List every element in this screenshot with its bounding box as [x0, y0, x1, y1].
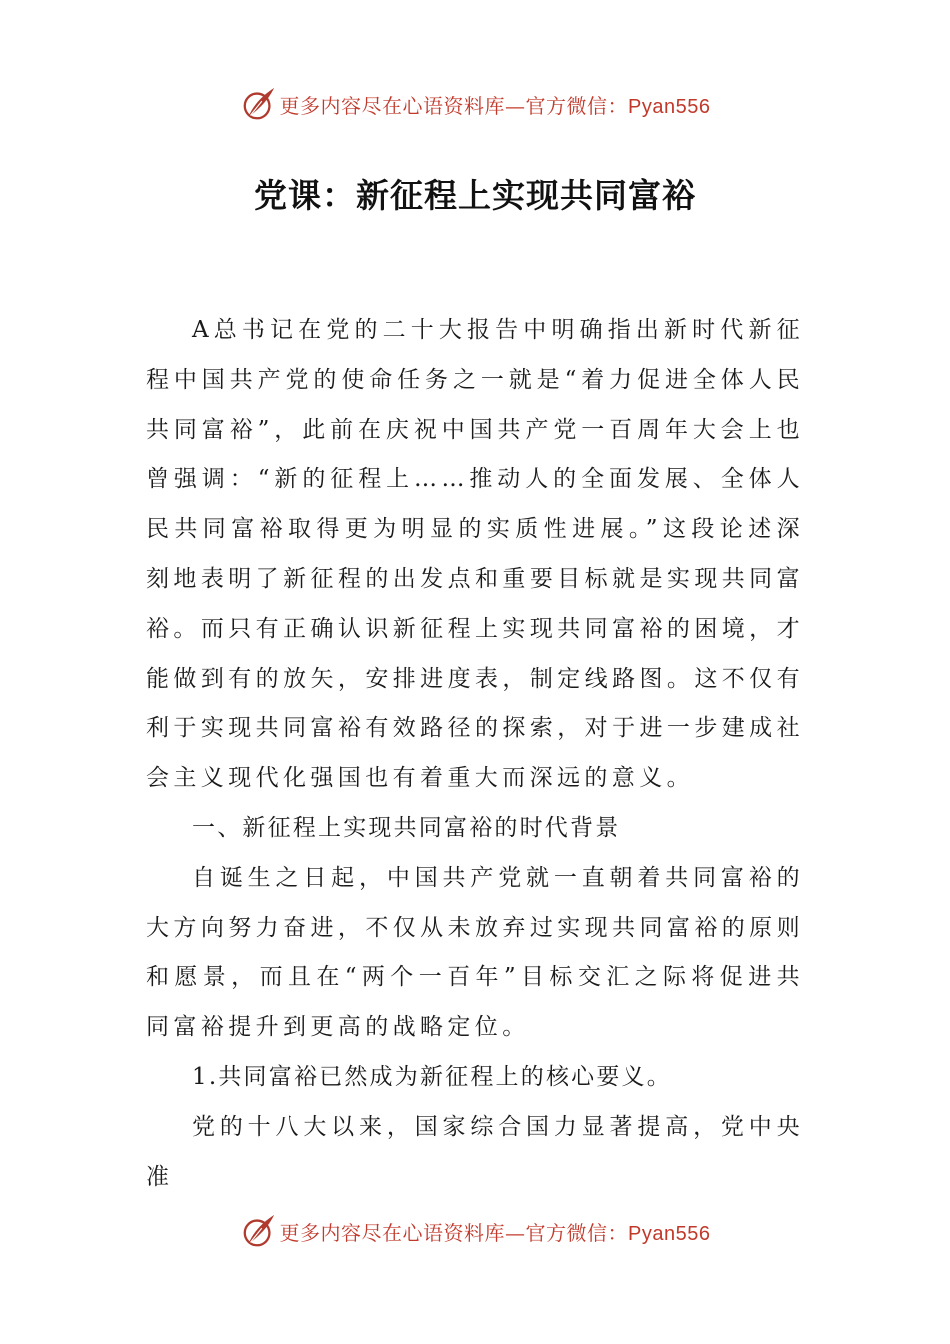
- quill-pen-logo-icon: [240, 1212, 278, 1250]
- watermark-text: 更多内容尽在心语资料库—官方微信：Pyan556: [279, 1220, 711, 1245]
- watermark-text: 更多内容尽在心语资料库—官方微信：Pyan556: [279, 93, 711, 118]
- body-paragraph-2: 自诞生之日起，中国共产党就一直朝着共同富裕的大方向努力奋进，不仅从未放弃过实现共同富裕的原则和愿景，而且在“两个一百年”目标交汇之际将促进共同富裕提升到更高的战略定位。: [146, 864, 804, 1041]
- subsection-heading-1: 1.共同富裕已然成为新征程上的核心要义。: [192, 1063, 672, 1090]
- body-paragraph-intro: A总书记在党的二十大报告中明确指出新时代新征程中国共产党的使命任务之一就是“着力促进全体人民共同富裕”，此前在庆祝中国共产党一百周年大会上也曾强调：“新的征程上……推动人的全面发展、全体人民共同富裕取得更为明显的实质性进展。”这段论述深刻地表明了新征程的出发点和重要目标就是实现共同富裕。而只有正确认识新征程上实现共同富裕的困境，才能做到有的放矢，安排进度表，制定线路图。这不仅有利于实现共同富裕有效路径的探索，对于进一步建成社会主义现代化强国也有着重大而深远的意义。: [146, 317, 804, 792]
- quill-pen-logo-icon: [240, 85, 278, 123]
- header-watermark-banner: [0, 84, 950, 124]
- document-body: [146, 306, 804, 1202]
- document-title: 党课：新征程上实现共同富裕: [254, 176, 696, 215]
- section-heading-1: 一、新征程上实现共同富裕的时代背景: [192, 814, 621, 841]
- body-paragraph-3: 党的十八大以来，国家综合国力显著提高，党中央准: [146, 1113, 804, 1190]
- footer-watermark-banner: [0, 1211, 950, 1251]
